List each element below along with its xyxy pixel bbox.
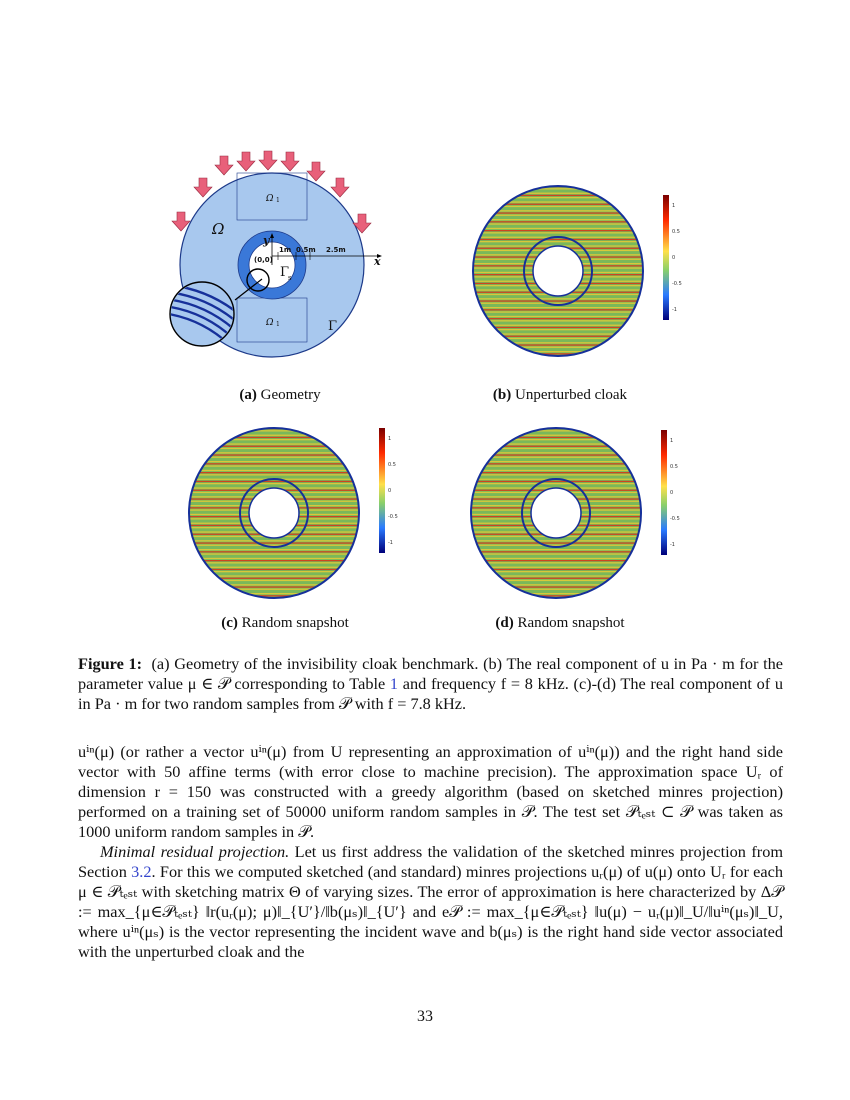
svg-text:1m: 1m xyxy=(279,246,292,254)
colorbar-tick: -0.5 xyxy=(388,514,398,520)
colorbar-tick: 1 xyxy=(672,203,676,209)
colorbar-tick: 0 xyxy=(670,490,674,496)
field-plot-random-1 xyxy=(172,418,398,593)
svg-text:1: 1 xyxy=(276,197,280,204)
geometry-figure xyxy=(160,140,400,375)
field-plot-unperturbed xyxy=(449,185,682,360)
svg-text:s: s xyxy=(288,274,292,282)
caption-a: (a) Geometry xyxy=(239,387,321,403)
caption-b: (b) Unperturbed cloak xyxy=(492,387,628,403)
caption-c: (c) Random snapshot xyxy=(221,615,349,631)
gamma-label: Γ xyxy=(328,319,338,334)
paragraph-2: Minimal residual projection. Let us first address the validation of the sketched minres projection from Section 3.2. For this we computed sketched (and standard) minres projections uᵣ(μ) of u(μ) onto Uᵣ for each μ ∈ 𝒫ₜₑₛₜ with sketching matrix Θ of varying sizes. The error of approximation is here characterized by Δ𝒫 := max_{μ∈𝒫ₜₑₛₜ} ‖r(uᵣ(μ); μ)‖_{U′}/‖b(μₛ)‖_{U′} and e𝒫 := max_{μ∈𝒫ₜₑₛₜ} ‖u(μ) − uᵣ(μ)‖_U/‖uⁱⁿ(μₛ)‖_U, where uⁱⁿ(μₛ) is the vector representing the incident wave and b(μₛ) is the right hand side vector associated with the unperturbed cloak and the xyxy=(78,842,784,961)
colorbar-tick: 0.5 xyxy=(670,464,678,470)
svg-text:Ω: Ω xyxy=(266,194,274,204)
colorbar xyxy=(661,430,667,555)
colorbar-tick: 0.5 xyxy=(388,462,396,468)
section-reference-link[interactable]: 3.2 xyxy=(131,862,152,881)
colorbar-tick: 0.5 xyxy=(672,229,680,235)
colorbar-tick: 0 xyxy=(672,255,676,261)
colorbar-tick: 1 xyxy=(670,438,674,444)
colorbar-tick: -0.5 xyxy=(672,281,682,287)
figure-caption: Figure 1: (a) Geometry of the invisibility cloak benchmark. (b) The real component of u in Pa · m for the parameter value μ ∈ 𝒫 corresponding to Table 1 and frequency f = 8 kHz. (c)-(d) The real component of u in Pa · m for two random samples from 𝒫 with f = 7.8 kHz. xyxy=(78,654,783,713)
svg-text:2.5m: 2.5m xyxy=(326,246,346,254)
svg-text:x: x xyxy=(374,255,381,268)
colorbar-tick: -1 xyxy=(672,307,677,313)
svg-text:1: 1 xyxy=(276,321,280,328)
omega-label: Ω xyxy=(212,220,225,238)
colorbar-tick: -1 xyxy=(388,540,393,546)
gamma-s-label: Γ xyxy=(280,265,290,280)
paragraph-1: uⁱⁿ(μ) (or rather a vector uⁱⁿ(μ) from U representing an approximation of uⁱⁿ(μ)) and the right hand side vector with 50 affine terms (with error close to machine precision). The approximation space Uᵣ of dimension r = 150 was constructed with a greedy algorithm (based on sketched minres projection) performed on a training set of 50000 uniform random samples in 𝒫. The test set 𝒫ₜₑₛₜ ⊂ 𝒫 was taken as 1000 uniform random samples in 𝒫. xyxy=(78,742,783,841)
table-reference-link[interactable]: 1 xyxy=(389,674,399,693)
caption-d: (d) Random snapshot xyxy=(495,615,625,631)
field-plot-random-2 xyxy=(450,420,680,595)
page-number: 33 xyxy=(417,1008,433,1025)
svg-text:0.5m: 0.5m xyxy=(296,246,316,254)
colorbar-tick: 0 xyxy=(388,488,392,494)
colorbar xyxy=(663,195,669,320)
svg-text:y: y xyxy=(263,234,270,247)
colorbar-tick: -0.5 xyxy=(670,516,680,522)
svg-text:(0,0): (0,0) xyxy=(254,256,273,264)
colorbar-tick: 1 xyxy=(388,436,392,442)
colorbar-tick: -1 xyxy=(670,542,675,548)
colorbar xyxy=(379,428,385,553)
svg-text:Ω: Ω xyxy=(266,318,274,328)
body-text xyxy=(78,742,783,962)
